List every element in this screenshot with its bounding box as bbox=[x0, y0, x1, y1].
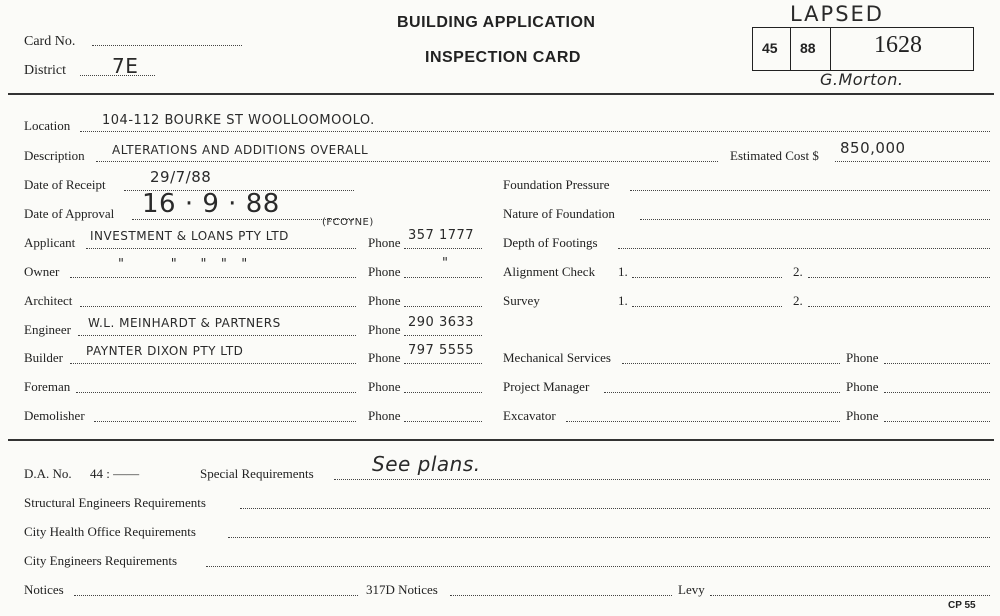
survey-label: Survey bbox=[503, 293, 540, 308]
builder-phone-label: Phone bbox=[368, 350, 401, 365]
survey-num-1: 1. bbox=[618, 293, 628, 308]
reference-box bbox=[752, 27, 974, 71]
owner-value: " " " " " bbox=[118, 257, 248, 272]
builder-phone-field[interactable] bbox=[404, 363, 482, 364]
applicant-field[interactable] bbox=[86, 248, 356, 249]
lapsed-stamp: LAPSED bbox=[790, 2, 884, 26]
date-receipt-label: Date of Receipt bbox=[24, 177, 106, 192]
box-a-value: 45 bbox=[762, 40, 778, 56]
applicant-phone-label: Phone bbox=[368, 235, 401, 250]
estimated-cost-label: Estimated Cost $ bbox=[730, 148, 819, 163]
location-value: 104-112 BOURKE ST WOOLLOOMOOLO. bbox=[102, 113, 375, 128]
builder-value: PAYNTER DIXON PTY LTD bbox=[86, 344, 244, 358]
alignment-num-2: 2. bbox=[793, 264, 803, 279]
foreman-phone-label: Phone bbox=[368, 379, 401, 394]
engineer-phone-field[interactable] bbox=[404, 335, 482, 336]
mechanical-services-field[interactable] bbox=[622, 363, 840, 364]
structural-label: Structural Engineers Requirements bbox=[24, 495, 206, 510]
mechanical-services-label: Mechanical Services bbox=[503, 350, 611, 365]
estimated-cost-value: 850,000 bbox=[840, 139, 906, 157]
health-field[interactable] bbox=[228, 537, 990, 538]
levy-field[interactable] bbox=[710, 595, 990, 596]
excavator-field[interactable] bbox=[566, 421, 840, 422]
survey-field-1[interactable] bbox=[632, 306, 782, 307]
architect-field[interactable] bbox=[80, 306, 356, 307]
architect-label: Architect bbox=[24, 293, 73, 308]
engineer-phone-value: 290 3633 bbox=[408, 315, 475, 330]
card-no-label: Card No. bbox=[24, 34, 76, 49]
divider-middle bbox=[8, 439, 994, 441]
city-eng-field[interactable] bbox=[206, 566, 990, 567]
location-field[interactable] bbox=[80, 131, 990, 132]
builder-label: Builder bbox=[24, 350, 63, 365]
notices-field[interactable] bbox=[74, 595, 358, 596]
notices-317d-field[interactable] bbox=[450, 595, 672, 596]
district-label: District bbox=[24, 63, 66, 78]
structural-field[interactable] bbox=[240, 508, 990, 509]
owner-phone-field[interactable] bbox=[404, 277, 482, 278]
district-value: 7E bbox=[112, 54, 139, 78]
special-req-value: See plans. bbox=[372, 452, 481, 476]
officer-signature: G.Morton. bbox=[820, 70, 904, 89]
da-no-value: 44 : —— bbox=[90, 466, 140, 481]
mechanical-phone-field[interactable] bbox=[884, 363, 990, 364]
notices-label: Notices bbox=[24, 582, 64, 597]
description-label: Description bbox=[24, 148, 85, 163]
foreman-label: Foreman bbox=[24, 379, 71, 394]
description-field[interactable] bbox=[96, 161, 718, 162]
project-manager-field[interactable] bbox=[604, 392, 840, 393]
applicant-phone-field[interactable] bbox=[404, 248, 482, 249]
survey-num-2: 2. bbox=[793, 293, 803, 308]
architect-phone-label: Phone bbox=[368, 293, 401, 308]
excavator-phone-field[interactable] bbox=[884, 421, 990, 422]
alignment-field-1[interactable] bbox=[632, 277, 782, 278]
depth-footings-field[interactable] bbox=[618, 248, 990, 249]
description-value: ALTERATIONS AND ADDITIONS OVERALL bbox=[112, 143, 369, 157]
box-number: 1628 bbox=[874, 32, 922, 58]
owner-phone-value: " bbox=[442, 256, 449, 271]
depth-footings-label: Depth of Footings bbox=[503, 235, 598, 250]
project-manager-phone-field[interactable] bbox=[884, 392, 990, 393]
applicant-phone-value: 357 1777 bbox=[408, 228, 475, 243]
alignment-check-label: Alignment Check bbox=[503, 264, 596, 279]
demolisher-phone-label: Phone bbox=[368, 408, 401, 423]
survey-field-2[interactable] bbox=[808, 306, 990, 307]
foreman-phone-field[interactable] bbox=[404, 392, 482, 393]
foundation-pressure-label: Foundation Pressure bbox=[503, 177, 610, 192]
mechanical-phone-label: Phone bbox=[846, 350, 879, 365]
location-label: Location bbox=[24, 118, 71, 133]
da-no-label: D.A. No. bbox=[24, 466, 72, 481]
applicant-note: (FCOYNE) bbox=[322, 217, 374, 228]
architect-phone-field[interactable] bbox=[404, 306, 482, 307]
demolisher-field[interactable] bbox=[94, 421, 356, 422]
project-manager-phone-label: Phone bbox=[846, 379, 879, 394]
builder-phone-value: 797 5555 bbox=[408, 343, 475, 358]
engineer-label: Engineer bbox=[24, 322, 71, 337]
box-b-value: 88 bbox=[800, 40, 816, 56]
title-line-2: INSPECTION CARD bbox=[425, 49, 581, 66]
engineer-value: W.L. MEINHARDT & PARTNERS bbox=[88, 316, 281, 330]
nature-foundation-field[interactable] bbox=[640, 219, 990, 220]
divider-top bbox=[8, 93, 994, 95]
project-manager-label: Project Manager bbox=[503, 379, 590, 394]
box-divider-1 bbox=[790, 27, 791, 71]
box-divider-2 bbox=[830, 27, 831, 71]
estimated-cost-field[interactable] bbox=[835, 161, 990, 162]
health-label: City Health Office Requirements bbox=[24, 524, 196, 539]
date-approval-value: 16 · 9 · 88 bbox=[142, 189, 280, 219]
engineer-phone-label: Phone bbox=[368, 322, 401, 337]
excavator-phone-label: Phone bbox=[846, 408, 879, 423]
levy-label: Levy bbox=[678, 582, 705, 597]
builder-field[interactable] bbox=[70, 363, 356, 364]
foreman-field[interactable] bbox=[76, 392, 356, 393]
applicant-label: Applicant bbox=[24, 235, 76, 250]
city-eng-label: City Engineers Requirements bbox=[24, 553, 178, 568]
foundation-pressure-field[interactable] bbox=[630, 190, 990, 191]
engineer-field[interactable] bbox=[78, 335, 356, 336]
form-code: CP 55 bbox=[948, 600, 976, 611]
alignment-num-1: 1. bbox=[618, 264, 628, 279]
date-approval-label: Date of Approval bbox=[24, 206, 115, 221]
card-no-field[interactable] bbox=[92, 45, 242, 46]
excavator-label: Excavator bbox=[503, 408, 556, 423]
owner-phone-label: Phone bbox=[368, 264, 401, 279]
demolisher-phone-field[interactable] bbox=[404, 421, 482, 422]
nature-foundation-label: Nature of Foundation bbox=[503, 206, 615, 221]
title-line-1: BUILDING APPLICATION bbox=[397, 14, 596, 31]
notices-317d-label: 317D Notices bbox=[366, 582, 438, 597]
date-receipt-value: 29/7/88 bbox=[150, 168, 212, 186]
applicant-value: INVESTMENT & LOANS PTY LTD bbox=[90, 229, 289, 243]
owner-field[interactable] bbox=[70, 277, 356, 278]
alignment-field-2[interactable] bbox=[808, 277, 990, 278]
special-req-field[interactable] bbox=[334, 479, 990, 480]
special-req-label: Special Requirements bbox=[200, 466, 314, 481]
date-approval-field[interactable] bbox=[132, 219, 354, 220]
demolisher-label: Demolisher bbox=[24, 408, 85, 423]
owner-label: Owner bbox=[24, 264, 60, 279]
